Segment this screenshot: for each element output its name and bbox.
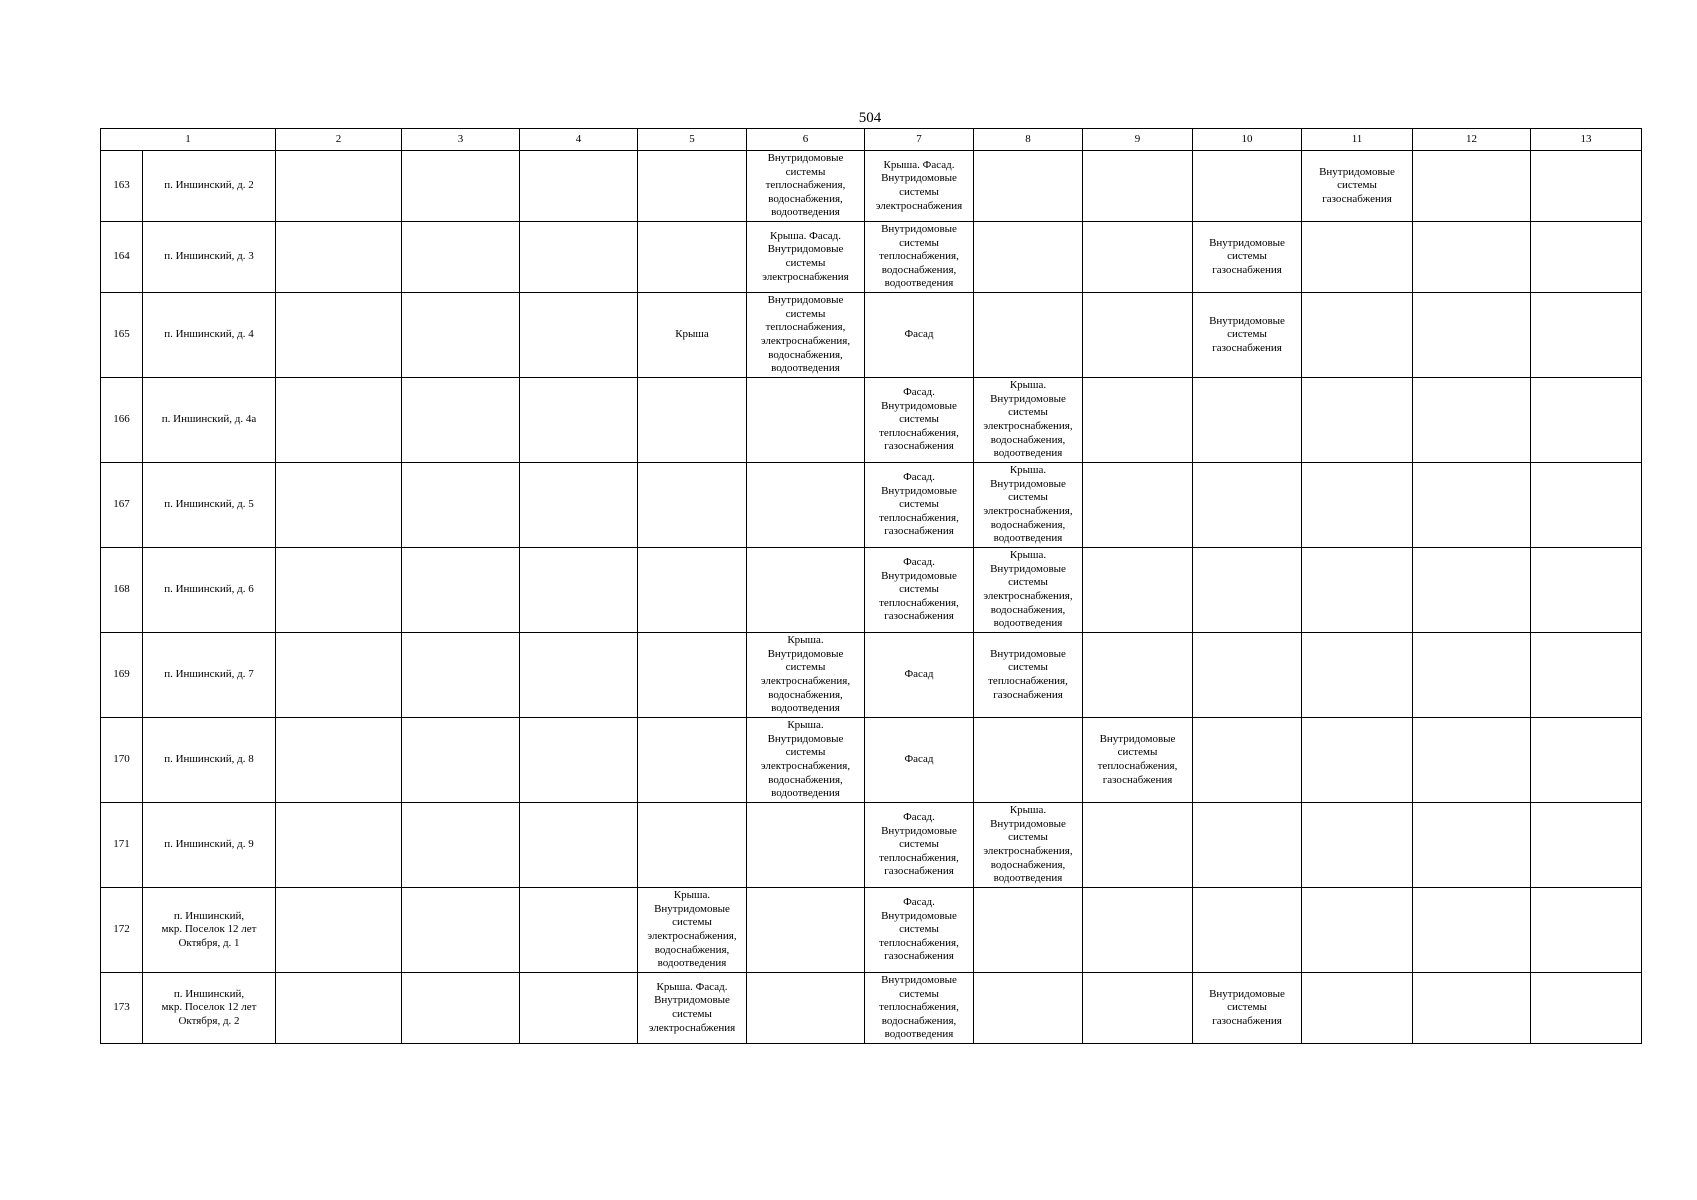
work-cell xyxy=(747,548,865,633)
work-cell xyxy=(1083,633,1193,718)
work-text: Внутридомовые системы газоснабжения xyxy=(1209,314,1285,354)
work-cell xyxy=(638,973,747,1044)
row-number: 165 xyxy=(113,328,130,341)
work-cell xyxy=(747,378,865,463)
work-cell xyxy=(1413,803,1531,888)
work-cell xyxy=(638,222,747,293)
work-cell xyxy=(974,548,1083,633)
row-number-cell xyxy=(101,633,143,718)
work-cell xyxy=(865,548,974,633)
work-cell xyxy=(974,888,1083,973)
work-cell xyxy=(1531,463,1642,548)
work-cell xyxy=(1302,293,1413,378)
work-cell xyxy=(974,378,1083,463)
work-cell xyxy=(974,973,1083,1044)
work-cell xyxy=(520,718,638,803)
work-cell xyxy=(1531,973,1642,1044)
work-cell xyxy=(402,548,520,633)
column-header: 2 xyxy=(276,129,402,151)
work-cell xyxy=(1531,222,1642,293)
work-cell xyxy=(1531,633,1642,718)
work-cell xyxy=(747,888,865,973)
work-text: Крыша. Внутридомовые системы электроснабжения, водоснабжения, водоотведения xyxy=(647,889,737,970)
address: п. Иншинский, д. 4 xyxy=(164,328,254,341)
work-cell xyxy=(1302,151,1413,222)
work-cell xyxy=(747,973,865,1044)
work-cell xyxy=(974,222,1083,293)
row-number-cell xyxy=(101,463,143,548)
row-number-cell xyxy=(101,222,143,293)
work-text: Внутридомовые системы теплоснабжения, газоснабжения xyxy=(1097,732,1178,786)
row-number-cell xyxy=(101,803,143,888)
work-cell xyxy=(520,888,638,973)
work-cell xyxy=(402,378,520,463)
address-cell xyxy=(143,548,276,633)
address-cell xyxy=(143,378,276,463)
work-cell xyxy=(1413,633,1531,718)
work-cell xyxy=(402,718,520,803)
work-text: Крыша. Внутридомовые системы электроснабжения, водоснабжения, водоотведения xyxy=(983,464,1073,545)
work-cell xyxy=(1193,151,1302,222)
address: п. Иншинский, мкр. Поселок 12 лет Октября, д. 2 xyxy=(161,987,257,1027)
work-text: Внутридомовые системы теплоснабжения, водоснабжения, водоотведения xyxy=(765,152,846,219)
work-cell xyxy=(865,378,974,463)
work-cell xyxy=(638,293,747,378)
work-text: Внутридомовые системы теплоснабжения, электроснабжения, водоснабжения, водоотведения xyxy=(760,294,851,375)
work-cell xyxy=(276,548,402,633)
row-number-cell xyxy=(101,973,143,1044)
work-text: Фасад xyxy=(904,328,934,341)
work-text: Внутридомовые системы теплоснабжения, водоснабжения, водоотведения xyxy=(879,974,959,1041)
work-cell xyxy=(1531,548,1642,633)
page-number: 504 xyxy=(858,110,882,126)
work-cell xyxy=(1193,293,1302,378)
work-cell xyxy=(1302,463,1413,548)
work-cell xyxy=(865,633,974,718)
address: п. Иншинский, д. 9 xyxy=(164,838,254,851)
column-header: 1 xyxy=(101,129,276,151)
table-row xyxy=(101,293,1642,378)
work-cell xyxy=(747,803,865,888)
work-cell xyxy=(1083,463,1193,548)
work-cell xyxy=(520,463,638,548)
column-header: 6 xyxy=(747,129,865,151)
column-header: 11 xyxy=(1302,129,1413,151)
work-cell xyxy=(1083,803,1193,888)
work-cell xyxy=(1193,548,1302,633)
work-text: Фасад. Внутридомовые системы теплоснабжения, газоснабжения xyxy=(879,811,959,878)
address-cell xyxy=(143,718,276,803)
work-cell xyxy=(1083,293,1193,378)
work-text: Фасад. Внутридомовые системы теплоснабжения, газоснабжения xyxy=(879,471,959,538)
work-cell xyxy=(1193,222,1302,293)
work-cell xyxy=(1413,718,1531,803)
column-header: 10 xyxy=(1193,129,1302,151)
row-number-cell xyxy=(101,718,143,803)
work-cell xyxy=(520,633,638,718)
work-cell xyxy=(520,151,638,222)
work-cell xyxy=(1531,293,1642,378)
work-cell xyxy=(1083,973,1193,1044)
work-text: Фасад xyxy=(904,753,934,766)
work-cell xyxy=(974,718,1083,803)
work-cell xyxy=(865,222,974,293)
work-text: Крыша. Внутридомовые системы электроснабжения, водоснабжения, водоотведения xyxy=(760,719,851,800)
work-cell xyxy=(1531,803,1642,888)
table-row xyxy=(101,803,1642,888)
work-cell xyxy=(276,633,402,718)
work-cell xyxy=(1413,463,1531,548)
row-number: 169 xyxy=(113,668,130,681)
work-cell xyxy=(520,548,638,633)
work-cell xyxy=(638,633,747,718)
work-cell xyxy=(1531,888,1642,973)
work-cell xyxy=(276,718,402,803)
row-number: 170 xyxy=(113,753,130,766)
address-cell xyxy=(143,973,276,1044)
column-number-row xyxy=(101,129,1642,151)
table-row xyxy=(101,378,1642,463)
work-cell xyxy=(865,293,974,378)
work-cell xyxy=(1413,548,1531,633)
work-cell xyxy=(974,463,1083,548)
work-cell xyxy=(747,463,865,548)
work-text: Крыша. Фасад. Внутридомовые системы электроснабжения xyxy=(875,158,963,212)
work-cell xyxy=(747,151,865,222)
work-cell xyxy=(402,463,520,548)
work-cell xyxy=(520,973,638,1044)
work-cell xyxy=(520,803,638,888)
work-text: Фасад. Внутридомовые системы теплоснабжения, газоснабжения xyxy=(879,896,959,963)
work-cell xyxy=(1531,151,1642,222)
address: п. Иншинский, д. 5 xyxy=(164,498,254,511)
work-text: Крыша. Фасад. Внутридомовые системы электроснабжения xyxy=(648,980,736,1034)
work-cell xyxy=(1083,718,1193,803)
address: п. Иншинский, д. 8 xyxy=(164,753,254,766)
row-number: 163 xyxy=(113,179,130,192)
work-cell xyxy=(638,718,747,803)
work-cell xyxy=(520,378,638,463)
column-header: 9 xyxy=(1083,129,1193,151)
row-number: 173 xyxy=(113,1001,130,1014)
table-row xyxy=(101,973,1642,1044)
table-row xyxy=(101,151,1642,222)
table-body xyxy=(101,129,1642,1044)
work-cell xyxy=(1531,718,1642,803)
table-row xyxy=(101,633,1642,718)
work-cell xyxy=(1302,378,1413,463)
row-number: 168 xyxy=(113,583,130,596)
row-number-cell xyxy=(101,888,143,973)
column-header: 4 xyxy=(520,129,638,151)
work-text: Крыша. Внутридомовые системы электроснабжения, водоснабжения, водоотведения xyxy=(760,634,851,715)
work-text: Фасад. Внутридомовые системы теплоснабжения, газоснабжения xyxy=(879,386,959,453)
row-number: 171 xyxy=(113,838,130,851)
work-cell xyxy=(1193,378,1302,463)
work-cell xyxy=(1193,463,1302,548)
work-cell xyxy=(402,633,520,718)
work-cell xyxy=(638,463,747,548)
work-cell xyxy=(865,803,974,888)
repair-schedule-table xyxy=(100,128,1642,1044)
work-cell xyxy=(1302,222,1413,293)
table-row xyxy=(101,548,1642,633)
work-cell xyxy=(1302,803,1413,888)
work-cell xyxy=(747,222,865,293)
work-cell xyxy=(865,888,974,973)
work-cell xyxy=(974,633,1083,718)
address: п. Иншинский, д. 7 xyxy=(164,668,254,681)
column-header: 12 xyxy=(1413,129,1531,151)
address: п. Иншинский, д. 3 xyxy=(164,250,254,263)
work-cell xyxy=(276,803,402,888)
column-header: 8 xyxy=(974,129,1083,151)
column-header: 3 xyxy=(402,129,520,151)
work-cell xyxy=(747,633,865,718)
work-cell xyxy=(865,463,974,548)
work-cell xyxy=(1302,548,1413,633)
work-cell xyxy=(276,973,402,1044)
work-cell xyxy=(638,803,747,888)
work-text: Крыша. Внутридомовые системы электроснабжения, водоснабжения, водоотведения xyxy=(983,379,1073,460)
work-text: Внутридомовые системы теплоснабжения, газоснабжения xyxy=(988,647,1068,701)
address: п. Иншинский, д. 6 xyxy=(164,583,254,596)
work-cell xyxy=(276,151,402,222)
work-cell xyxy=(276,378,402,463)
work-cell xyxy=(638,888,747,973)
work-cell xyxy=(402,151,520,222)
work-cell xyxy=(520,222,638,293)
row-number-cell xyxy=(101,293,143,378)
work-cell xyxy=(1083,222,1193,293)
work-cell xyxy=(1193,633,1302,718)
address-cell xyxy=(143,888,276,973)
work-cell xyxy=(974,803,1083,888)
work-cell xyxy=(1302,888,1413,973)
work-cell xyxy=(1193,973,1302,1044)
work-text: Крыша. Внутридомовые системы электроснабжения, водоснабжения, водоотведения xyxy=(983,549,1073,630)
address-cell xyxy=(143,463,276,548)
work-cell xyxy=(1531,378,1642,463)
work-text: Фасад xyxy=(904,668,934,681)
work-cell xyxy=(1083,548,1193,633)
work-text: Внутридомовые системы газоснабжения xyxy=(1319,165,1395,205)
work-cell xyxy=(638,378,747,463)
work-cell xyxy=(1083,888,1193,973)
work-cell xyxy=(402,973,520,1044)
row-number-cell xyxy=(101,378,143,463)
work-text: Крыша. Внутридомовые системы электроснабжения, водоснабжения, водоотведения xyxy=(983,804,1073,885)
column-header: 13 xyxy=(1531,129,1642,151)
work-cell xyxy=(276,222,402,293)
address: п. Иншинский, мкр. Поселок 12 лет Октября, д. 1 xyxy=(161,909,257,949)
work-cell xyxy=(1193,803,1302,888)
work-cell xyxy=(974,293,1083,378)
work-cell xyxy=(1083,151,1193,222)
work-cell xyxy=(1302,718,1413,803)
work-cell xyxy=(747,293,865,378)
work-cell xyxy=(1413,222,1531,293)
work-cell xyxy=(865,718,974,803)
row-number: 164 xyxy=(113,250,130,263)
address-cell xyxy=(143,633,276,718)
address-cell xyxy=(143,151,276,222)
work-cell xyxy=(276,293,402,378)
work-cell xyxy=(1193,718,1302,803)
work-cell xyxy=(1413,293,1531,378)
address: п. Иншинский, д. 4а xyxy=(161,413,257,426)
work-cell xyxy=(1083,378,1193,463)
column-header: 5 xyxy=(638,129,747,151)
row-number-cell xyxy=(101,548,143,633)
work-cell xyxy=(402,803,520,888)
table-row xyxy=(101,222,1642,293)
row-number: 172 xyxy=(113,923,130,936)
work-cell xyxy=(1302,973,1413,1044)
work-cell xyxy=(402,293,520,378)
address: п. Иншинский, д. 2 xyxy=(164,179,254,192)
column-header: 7 xyxy=(865,129,974,151)
work-cell xyxy=(974,151,1083,222)
work-cell xyxy=(276,888,402,973)
work-text: Фасад. Внутридомовые системы теплоснабжения, газоснабжения xyxy=(879,556,959,623)
work-cell xyxy=(402,888,520,973)
work-cell xyxy=(638,548,747,633)
work-cell xyxy=(1413,888,1531,973)
work-cell xyxy=(747,718,865,803)
table-row xyxy=(101,888,1642,973)
address-cell xyxy=(143,293,276,378)
work-cell xyxy=(520,293,638,378)
row-number: 167 xyxy=(113,498,130,511)
work-cell xyxy=(1413,151,1531,222)
address-cell xyxy=(143,803,276,888)
work-cell xyxy=(276,463,402,548)
work-text: Внутридомовые системы теплоснабжения, водоснабжения, водоотведения xyxy=(879,223,959,290)
work-text: Крыша xyxy=(675,328,709,341)
work-cell xyxy=(865,973,974,1044)
work-text: Крыша. Фасад. Внутридомовые системы электроснабжения xyxy=(762,229,849,283)
work-cell xyxy=(638,151,747,222)
address-cell xyxy=(143,222,276,293)
row-number-cell xyxy=(101,151,143,222)
work-cell xyxy=(1193,888,1302,973)
work-cell xyxy=(865,151,974,222)
row-number: 166 xyxy=(113,413,130,426)
work-text: Внутридомовые системы газоснабжения xyxy=(1209,987,1285,1027)
table-row xyxy=(101,463,1642,548)
work-text: Внутридомовые системы газоснабжения xyxy=(1209,236,1285,276)
work-cell xyxy=(402,222,520,293)
table-row xyxy=(101,718,1642,803)
work-cell xyxy=(1413,378,1531,463)
work-cell xyxy=(1302,633,1413,718)
work-cell xyxy=(1413,973,1531,1044)
